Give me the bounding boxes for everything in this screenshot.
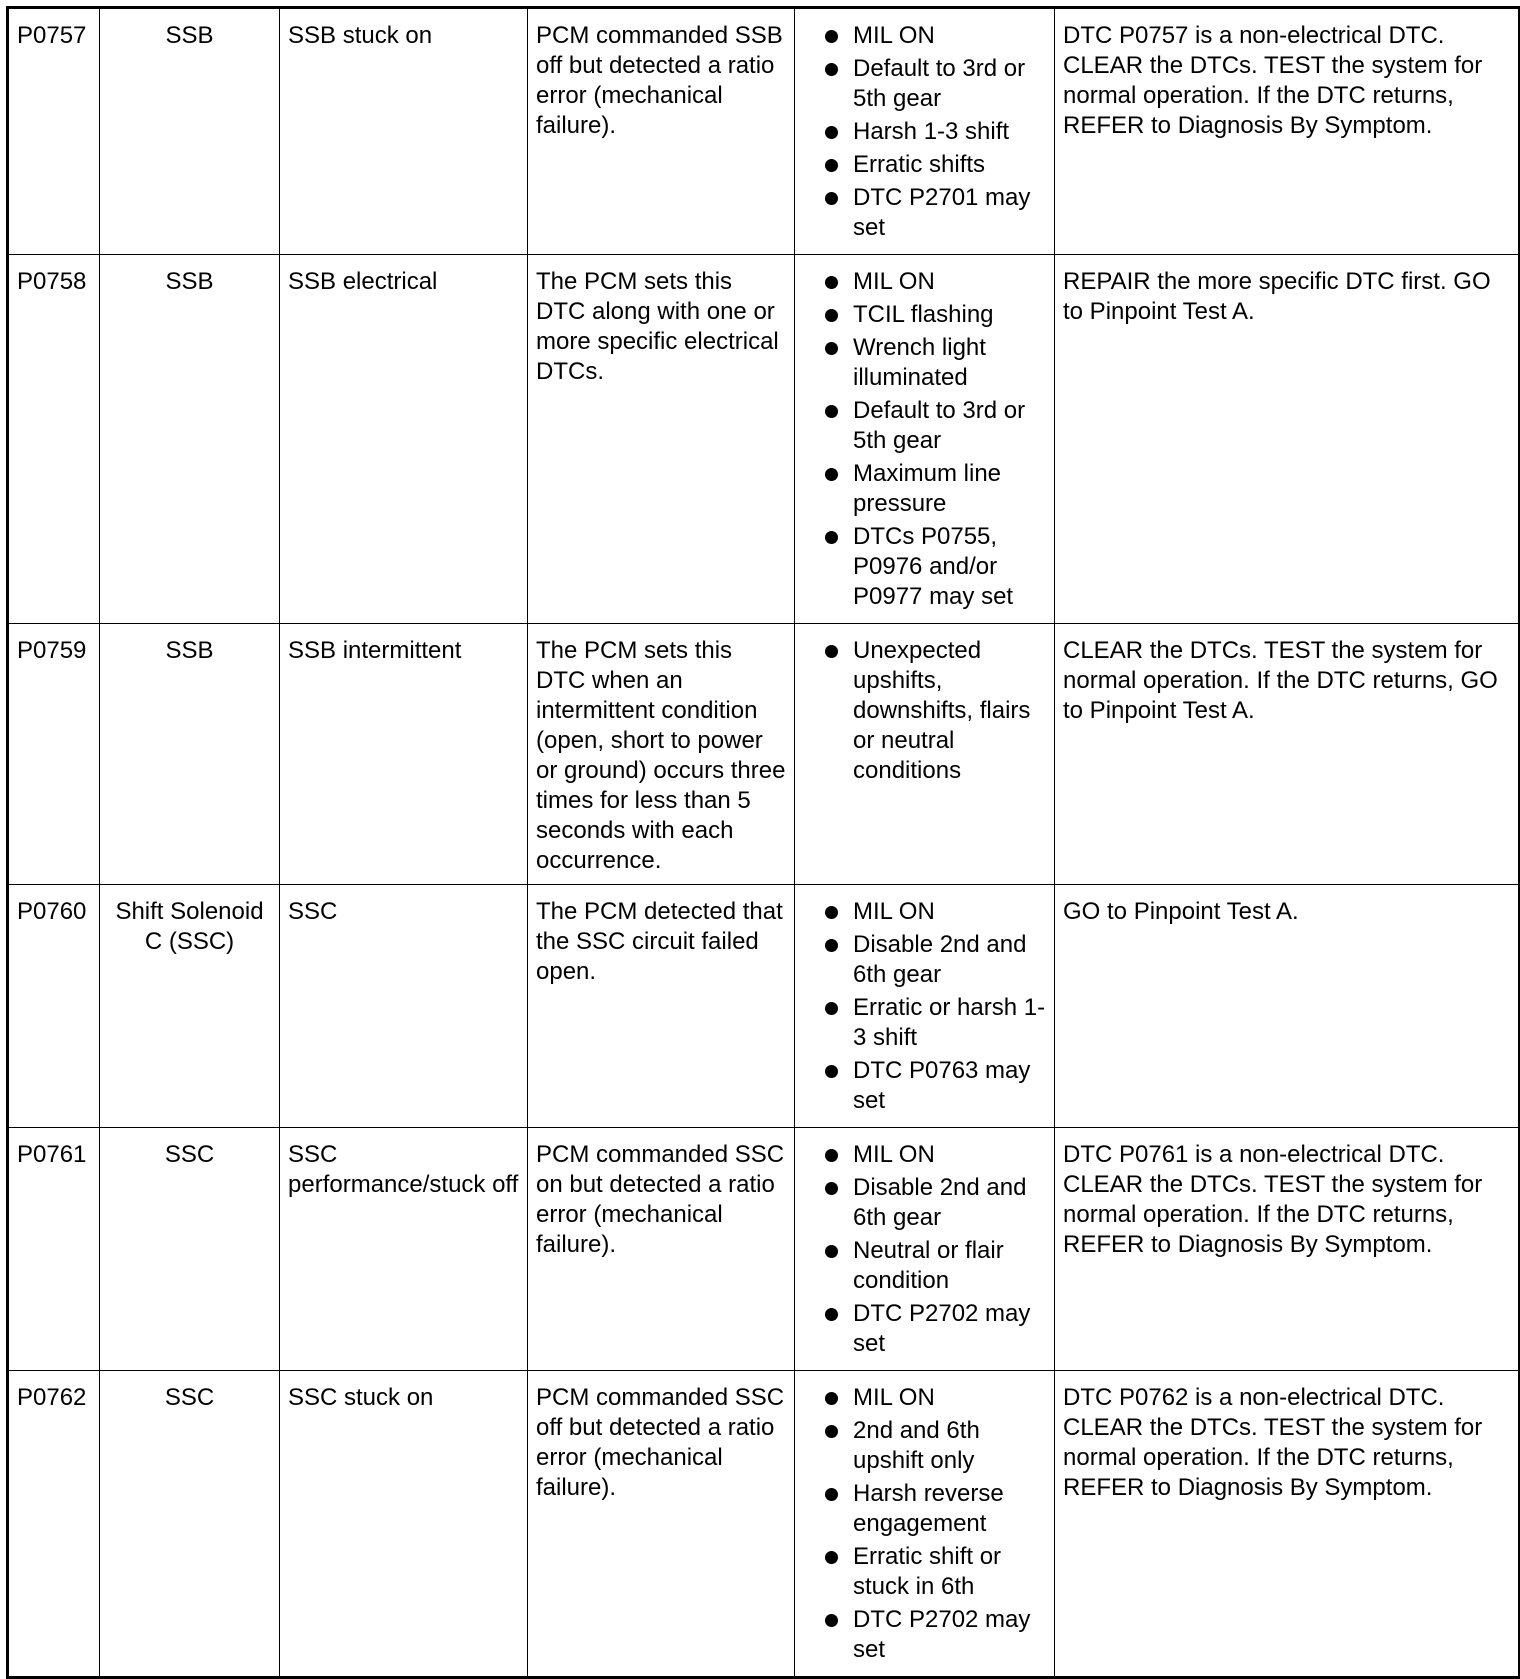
- bullet-icon: [825, 1245, 838, 1258]
- symptom-list: [803, 1383, 1046, 1665]
- symptom-item: [803, 300, 1046, 330]
- bullet-icon: [825, 30, 838, 43]
- symptom-text: MIL ON: [853, 1141, 935, 1168]
- table-row: [8, 8, 1520, 255]
- symptom-item: [803, 267, 1046, 297]
- dtc-code-cell: P0758: [8, 255, 100, 624]
- symptom-item: [803, 1605, 1046, 1665]
- symptom-item: [803, 117, 1046, 147]
- description-cell: SSB electrical: [280, 255, 528, 624]
- symptom-item: [803, 636, 1046, 786]
- symptom-item: [803, 993, 1046, 1053]
- bullet-icon: [825, 1002, 838, 1015]
- symptom-text: DTC P2702 may set: [853, 1606, 1031, 1663]
- description-cell: SSC performance/stuck off: [280, 1128, 528, 1371]
- symptom-text: Default to 3rd or 5th gear: [853, 55, 1026, 112]
- condition-cell: PCM commanded SSC on but detected a ratio error (mechanical failure).: [528, 1128, 795, 1371]
- bullet-icon: [825, 126, 838, 139]
- action-cell: REPAIR the more specific DTC first. GO to Pinpoint Test A.: [1055, 255, 1520, 624]
- symptom-list: [803, 636, 1046, 786]
- component-cell: SSC: [100, 1128, 280, 1371]
- symptom-list: [803, 21, 1046, 243]
- action-cell: GO to Pinpoint Test A.: [1055, 885, 1520, 1128]
- symptom-item: [803, 1416, 1046, 1476]
- symptom-item: [803, 1299, 1046, 1359]
- symptoms-cell: [795, 1128, 1055, 1371]
- symptom-list: [803, 897, 1046, 1116]
- symptoms-cell: [795, 624, 1055, 885]
- symptom-item: [803, 1056, 1046, 1116]
- table-row: [8, 1128, 1520, 1371]
- symptoms-cell: [795, 885, 1055, 1128]
- symptom-text: MIL ON: [853, 898, 935, 925]
- bullet-icon: [825, 1182, 838, 1195]
- description-cell: SSC: [280, 885, 528, 1128]
- symptom-item: [803, 1542, 1046, 1602]
- symptom-text: Disable 2nd and 6th gear: [853, 931, 1027, 988]
- symptom-text: Harsh 1-3 shift: [853, 118, 1010, 145]
- component-cell: SSB: [100, 255, 280, 624]
- symptom-item: [803, 333, 1046, 393]
- bullet-icon: [825, 1149, 838, 1162]
- action-cell: DTC P0757 is a non-electrical DTC. CLEAR the DTCs. TEST the system for normal operation. If the DTC returns, REFER to Diagnosis By Symptom.: [1055, 8, 1520, 255]
- bullet-icon: [825, 309, 838, 322]
- symptom-item: [803, 1236, 1046, 1296]
- symptom-text: Wrench light illuminated: [853, 334, 986, 391]
- description-cell: SSB stuck on: [280, 8, 528, 255]
- symptom-item: [803, 897, 1046, 927]
- symptom-text: Erratic or harsh 1-3 shift: [853, 994, 1046, 1051]
- symptom-item: [803, 459, 1046, 519]
- symptom-item: [803, 150, 1046, 180]
- dtc-code-cell: P0762: [8, 1371, 100, 1678]
- description-cell: SSC stuck on: [280, 1371, 528, 1678]
- action-cell: DTC P0761 is a non-electrical DTC. CLEAR the DTCs. TEST the system for normal operation. If the DTC returns, REFER to Diagnosis By Symptom.: [1055, 1128, 1520, 1371]
- description-cell: SSB intermittent: [280, 624, 528, 885]
- bullet-icon: [825, 531, 838, 544]
- dtc-code-cell: P0757: [8, 8, 100, 255]
- symptom-item: [803, 1140, 1046, 1170]
- bullet-icon: [825, 1551, 838, 1564]
- dtc-code-cell: P0761: [8, 1128, 100, 1371]
- component-cell: SSC: [100, 1371, 280, 1678]
- dtc-code-cell: P0760: [8, 885, 100, 1128]
- symptoms-cell: [795, 255, 1055, 624]
- bullet-icon: [825, 645, 838, 658]
- bullet-icon: [825, 63, 838, 76]
- bullet-icon: [825, 1425, 838, 1438]
- dtc-code-cell: P0759: [8, 624, 100, 885]
- symptom-text: MIL ON: [853, 268, 935, 295]
- symptom-text: MIL ON: [853, 22, 935, 49]
- bullet-icon: [825, 939, 838, 952]
- bullet-icon: [825, 1308, 838, 1321]
- symptom-list: [803, 1140, 1046, 1359]
- component-cell: SSB: [100, 8, 280, 255]
- symptom-item: [803, 54, 1046, 114]
- bullet-icon: [825, 159, 838, 172]
- symptom-text: Neutral or flair condition: [853, 1237, 1004, 1294]
- bullet-icon: [825, 276, 838, 289]
- bullet-icon: [825, 1488, 838, 1501]
- symptom-text: Erratic shifts: [853, 151, 986, 178]
- bullet-icon: [825, 1065, 838, 1078]
- symptom-text: DTC P2702 may set: [853, 1300, 1031, 1357]
- bullet-icon: [825, 1614, 838, 1627]
- symptom-text: MIL ON: [853, 1384, 935, 1411]
- condition-cell: The PCM sets this DTC when an intermittent condition (open, short to power or ground) occurs three times for less than 5 seconds with each occurrence.: [528, 624, 795, 885]
- condition-cell: PCM commanded SSC off but detected a ratio error (mechanical failure).: [528, 1371, 795, 1678]
- symptoms-cell: [795, 1371, 1055, 1678]
- symptom-item: [803, 522, 1046, 612]
- condition-cell: PCM commanded SSB off but detected a ratio error (mechanical failure).: [528, 8, 795, 255]
- symptom-text: Disable 2nd and 6th gear: [853, 1174, 1027, 1231]
- symptom-text: DTC P0763 may set: [853, 1057, 1031, 1114]
- symptom-item: [803, 1383, 1046, 1413]
- action-cell: DTC P0762 is a non-electrical DTC. CLEAR the DTCs. TEST the system for normal operation. If the DTC returns, REFER to Diagnosis By Symptom.: [1055, 1371, 1520, 1678]
- component-cell: Shift Solenoid C (SSC): [100, 885, 280, 1128]
- dtc-table-body: [8, 8, 1520, 1678]
- bullet-icon: [825, 405, 838, 418]
- bullet-icon: [825, 192, 838, 205]
- symptom-item: [803, 396, 1046, 456]
- bullet-icon: [825, 342, 838, 355]
- symptom-text: DTCs P0755, P0976 and/or P0977 may set: [853, 523, 1014, 610]
- dtc-table: [6, 6, 1520, 1679]
- component-cell: SSB: [100, 624, 280, 885]
- table-row: [8, 255, 1520, 624]
- symptom-text: Maximum line pressure: [853, 460, 1002, 517]
- symptom-item: [803, 930, 1046, 990]
- symptom-list: [803, 267, 1046, 612]
- action-cell: CLEAR the DTCs. TEST the system for normal operation. If the DTC returns, GO to Pinpoint Test A.: [1055, 624, 1520, 885]
- symptom-text: Unexpected upshifts, downshifts, flairs or neutral conditions: [853, 637, 1031, 784]
- symptom-text: DTC P2701 may set: [853, 184, 1031, 241]
- symptom-text: TCIL flashing: [853, 301, 994, 328]
- symptom-text: Erratic shift or stuck in 6th: [853, 1543, 1002, 1600]
- table-row: [8, 624, 1520, 885]
- symptoms-cell: [795, 8, 1055, 255]
- symptom-text: Default to 3rd or 5th gear: [853, 397, 1026, 454]
- bullet-icon: [825, 468, 838, 481]
- condition-cell: The PCM detected that the SSC circuit failed open.: [528, 885, 795, 1128]
- symptom-text: Harsh reverse engagement: [853, 1480, 1004, 1537]
- symptom-item: [803, 1479, 1046, 1539]
- bullet-icon: [825, 906, 838, 919]
- table-row: [8, 1371, 1520, 1678]
- condition-cell: The PCM sets this DTC along with one or more specific electrical DTCs.: [528, 255, 795, 624]
- symptom-item: [803, 1173, 1046, 1233]
- bullet-icon: [825, 1392, 838, 1405]
- symptom-item: [803, 183, 1046, 243]
- symptom-item: [803, 21, 1046, 51]
- symptom-text: 2nd and 6th upshift only: [853, 1417, 980, 1474]
- table-row: [8, 885, 1520, 1128]
